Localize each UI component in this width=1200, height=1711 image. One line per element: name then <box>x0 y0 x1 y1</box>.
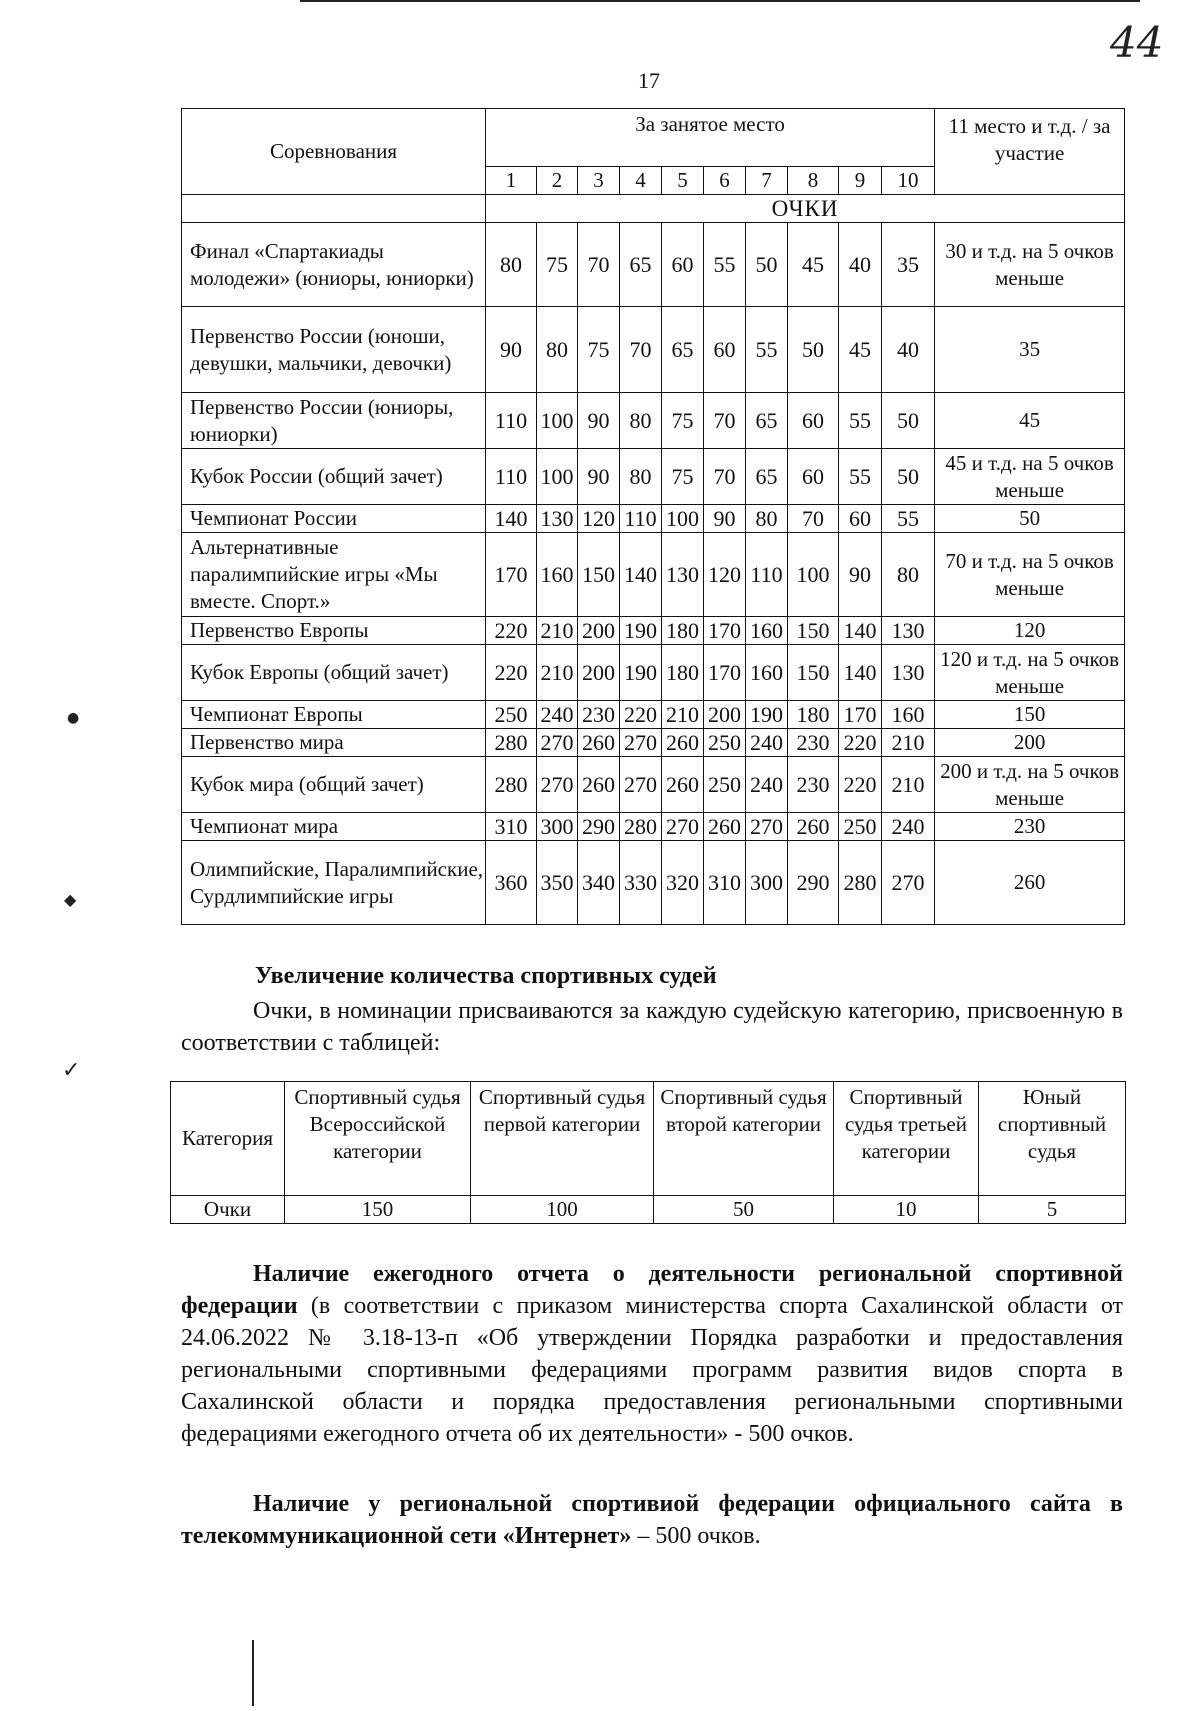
judges-table <box>170 1081 1126 1224</box>
judge-points: 100 <box>471 1196 654 1224</box>
place-header-cell: 8 <box>788 167 839 195</box>
points-cell: 260 <box>578 757 620 813</box>
top-rule <box>300 0 1140 2</box>
place-header-cell: 1 <box>486 167 537 195</box>
points-cell: 70 <box>704 449 746 505</box>
competition-name: Кубок России (общий зачет) <box>182 449 486 505</box>
header-place: За занятое место <box>486 109 935 167</box>
points-cell: 65 <box>746 449 788 505</box>
points-cell: 270 <box>620 729 662 757</box>
points-cell: 210 <box>882 757 935 813</box>
points-cell: 250 <box>839 813 882 841</box>
points-cell: 180 <box>788 701 839 729</box>
points-cell: 110 <box>746 533 788 617</box>
eleventh-place-points: 45 <box>935 393 1125 449</box>
points-cell: 260 <box>662 729 704 757</box>
table-row <box>182 729 1125 757</box>
points-cell: 270 <box>882 841 935 925</box>
points-cell: 80 <box>620 393 662 449</box>
points-label: ОЧКИ <box>486 195 1125 223</box>
points-cell: 250 <box>704 757 746 813</box>
judge-points: 150 <box>285 1196 471 1224</box>
judges-intro: Очки, в номинации присваиваются за каждую судейскую категорию, присвоенную в соответствии с таблицей: <box>181 998 1123 1056</box>
points-cell: 180 <box>662 645 704 701</box>
points-cell: 300 <box>537 813 578 841</box>
eleventh-place-points: 120 <box>935 617 1125 645</box>
eleventh-place-points: 50 <box>935 505 1125 533</box>
points-cell: 90 <box>704 505 746 533</box>
scan-dot: ● <box>67 710 80 726</box>
header-competitions: Соревнования <box>182 109 486 195</box>
points-cell: 160 <box>882 701 935 729</box>
competition-name: Кубок Европы (общий зачет) <box>182 645 486 701</box>
judge-category: Спортивный судья второй категории <box>654 1082 834 1196</box>
points-cell: 190 <box>620 645 662 701</box>
points-cell: 45 <box>839 307 882 393</box>
competition-name: Чемпионат России <box>182 505 486 533</box>
points-cell: 75 <box>578 307 620 393</box>
points-cell: 70 <box>704 393 746 449</box>
points-cell: 260 <box>662 757 704 813</box>
points-cell: 320 <box>662 841 704 925</box>
scan-tick: ✓ <box>62 1058 81 1083</box>
points-cell: 230 <box>788 729 839 757</box>
report-paragraph <box>181 1258 1123 1450</box>
points-cell: 100 <box>537 449 578 505</box>
report-bold: Наличие ежегодного отчета о деятельности региональной спортивной федерации <box>181 1261 1123 1319</box>
points-cell: 280 <box>486 757 537 813</box>
table-row <box>182 307 1125 393</box>
points-cell: 250 <box>486 701 537 729</box>
points-cell: 180 <box>662 617 704 645</box>
competition-name: Чемпионат мира <box>182 813 486 841</box>
points-cell: 150 <box>788 645 839 701</box>
points-cell: 100 <box>788 533 839 617</box>
points-cell: 360 <box>486 841 537 925</box>
points-cell: 55 <box>839 393 882 449</box>
points-cell: 260 <box>788 813 839 841</box>
points-cell: 75 <box>537 223 578 307</box>
points-cell: 210 <box>662 701 704 729</box>
points-cell: 310 <box>486 813 537 841</box>
place-header-cell: 3 <box>578 167 620 195</box>
points-cell: 50 <box>882 449 935 505</box>
points-cell: 90 <box>578 449 620 505</box>
points-cell: 260 <box>704 813 746 841</box>
points-cell: 60 <box>788 449 839 505</box>
website-text: – 500 очков. <box>631 1523 761 1549</box>
points-cell: 80 <box>537 307 578 393</box>
points-cell: 80 <box>746 505 788 533</box>
competition-name: Финал «Спартакиады молодежи» (юниоры, юниорки) <box>182 223 486 307</box>
website-bold: Наличие у региональной спортивиой федерации официального сайта в телекоммуникационной сети «Интернет» <box>181 1491 1123 1549</box>
points-cell: 70 <box>620 307 662 393</box>
points-cell: 80 <box>620 449 662 505</box>
points-cell: 50 <box>882 393 935 449</box>
points-cell: 280 <box>620 813 662 841</box>
points-cell: 70 <box>578 223 620 307</box>
judge-category: Спортивный судья Всероссийской категории <box>285 1082 471 1196</box>
competition-name: Альтернативные паралимпийские игры «Мы вместе. Спорт.» <box>182 533 486 617</box>
points-cell: 80 <box>486 223 537 307</box>
points-cell: 35 <box>882 223 935 307</box>
points-cell: 300 <box>746 841 788 925</box>
eleventh-place-points: 45 и т.д. на 5 очков меньше <box>935 449 1125 505</box>
points-cell: 210 <box>537 645 578 701</box>
points-cell: 170 <box>486 533 537 617</box>
judges-row-points: Очки <box>171 1196 285 1224</box>
points-cell: 80 <box>882 533 935 617</box>
points-cell: 150 <box>788 617 839 645</box>
judge-points: 5 <box>979 1196 1126 1224</box>
table-row <box>182 645 1125 701</box>
points-cell: 220 <box>486 645 537 701</box>
judge-points: 50 <box>654 1196 834 1224</box>
report-text: (в соответствии с приказом министерства спорта Сахалинской области от 24.06.2022 № 3.18-13-п «Об утверждении Порядка разработки и предоставления региональными спортивными федерациями программ развития видов спорта в Сахалинской области и порядка предоставления региональными спортивными федерациями ежегодного отчета об их деятельности» - 500 очков. <box>181 1293 1123 1447</box>
points-cell: 260 <box>578 729 620 757</box>
points-cell: 60 <box>788 393 839 449</box>
points-cell: 120 <box>704 533 746 617</box>
points-cell: 270 <box>537 729 578 757</box>
points-cell: 55 <box>746 307 788 393</box>
judge-points: 10 <box>834 1196 979 1224</box>
points-cell: 140 <box>486 505 537 533</box>
points-cell: 210 <box>882 729 935 757</box>
eleventh-place-points: 35 <box>935 307 1125 393</box>
table-row <box>182 701 1125 729</box>
points-cell: 75 <box>662 393 704 449</box>
points-cell: 60 <box>704 307 746 393</box>
points-cell: 50 <box>788 307 839 393</box>
points-cell: 110 <box>486 449 537 505</box>
eleventh-place-points: 200 <box>935 729 1125 757</box>
points-cell: 240 <box>746 729 788 757</box>
judges-heading: Увеличение количества спортивных судей <box>255 963 717 989</box>
points-cell: 230 <box>578 701 620 729</box>
place-header-cell: 6 <box>704 167 746 195</box>
points-cell: 220 <box>486 617 537 645</box>
points-cell: 280 <box>839 841 882 925</box>
competition-name: Первенство России (юниоры, юниорки) <box>182 393 486 449</box>
points-cell: 220 <box>839 729 882 757</box>
points-cell: 240 <box>746 757 788 813</box>
competition-name: Олимпийские, Паралимпийские, Сурдлимпийские игры <box>182 841 486 925</box>
eleventh-place-points: 150 <box>935 701 1125 729</box>
points-cell: 110 <box>486 393 537 449</box>
points-cell: 220 <box>620 701 662 729</box>
table-row <box>182 757 1125 813</box>
points-cell: 70 <box>788 505 839 533</box>
scan-arrow: ◆ <box>64 890 77 909</box>
points-cell: 100 <box>537 393 578 449</box>
judge-category: Спортивный судья первой категории <box>471 1082 654 1196</box>
competition-name: Первенство России (юноши, девушки, мальчики, девочки) <box>182 307 486 393</box>
points-cell: 200 <box>704 701 746 729</box>
points-cell: 130 <box>882 645 935 701</box>
table-row <box>182 617 1125 645</box>
eleventh-place-points: 70 и т.д. на 5 очков меньше <box>935 533 1125 617</box>
points-cell: 350 <box>537 841 578 925</box>
points-cell: 190 <box>746 701 788 729</box>
points-cell: 55 <box>882 505 935 533</box>
points-cell: 140 <box>620 533 662 617</box>
competition-name: Первенство Европы <box>182 617 486 645</box>
table-row <box>182 505 1125 533</box>
points-cell: 100 <box>662 505 704 533</box>
points-cell: 230 <box>788 757 839 813</box>
competition-name: Первенство мира <box>182 729 486 757</box>
place-header-cell: 2 <box>537 167 578 195</box>
points-cell: 55 <box>839 449 882 505</box>
points-cell: 240 <box>537 701 578 729</box>
table-row <box>182 449 1125 505</box>
points-cell: 110 <box>620 505 662 533</box>
points-cell: 65 <box>662 307 704 393</box>
points-cell: 170 <box>704 645 746 701</box>
points-cell: 140 <box>839 617 882 645</box>
points-cell: 170 <box>839 701 882 729</box>
points-cell: 290 <box>788 841 839 925</box>
points-cell: 130 <box>537 505 578 533</box>
points-cell: 160 <box>746 617 788 645</box>
points-cell: 120 <box>578 505 620 533</box>
header-eleventh-place: 11 место и т.д. / за участие <box>935 109 1125 195</box>
eleventh-place-points: 200 и т.д. на 5 очков меньше <box>935 757 1125 813</box>
points-cell: 190 <box>620 617 662 645</box>
points-cell: 170 <box>704 617 746 645</box>
points-cell: 160 <box>746 645 788 701</box>
website-paragraph <box>181 1488 1123 1552</box>
competition-points-table <box>181 108 1125 925</box>
place-header-cell: 5 <box>662 167 704 195</box>
points-cell: 40 <box>882 307 935 393</box>
points-label-empty <box>182 195 486 223</box>
points-cell: 65 <box>746 393 788 449</box>
points-cell: 65 <box>620 223 662 307</box>
competition-name: Кубок мира (общий зачет) <box>182 757 486 813</box>
scan-line <box>252 1640 254 1706</box>
points-cell: 330 <box>620 841 662 925</box>
table-row <box>182 841 1125 925</box>
eleventh-place-points: 230 <box>935 813 1125 841</box>
points-cell: 90 <box>486 307 537 393</box>
points-cell: 50 <box>746 223 788 307</box>
place-header-cell: 10 <box>882 167 935 195</box>
points-cell: 290 <box>578 813 620 841</box>
points-cell: 200 <box>578 645 620 701</box>
points-cell: 140 <box>839 645 882 701</box>
points-cell: 210 <box>537 617 578 645</box>
place-header-cell: 9 <box>839 167 882 195</box>
points-cell: 45 <box>788 223 839 307</box>
page-number: 17 <box>638 68 660 93</box>
points-cell: 270 <box>537 757 578 813</box>
table-row <box>182 813 1125 841</box>
judge-category: Спортивный судья третьей категории <box>834 1082 979 1196</box>
eleventh-place-points: 120 и т.д. на 5 очков меньше <box>935 645 1125 701</box>
points-cell: 220 <box>839 757 882 813</box>
points-cell: 270 <box>746 813 788 841</box>
points-cell: 240 <box>882 813 935 841</box>
points-cell: 130 <box>662 533 704 617</box>
points-cell: 90 <box>839 533 882 617</box>
points-cell: 280 <box>486 729 537 757</box>
points-cell: 160 <box>537 533 578 617</box>
eleventh-place-points: 30 и т.д. на 5 очков меньше <box>935 223 1125 307</box>
points-cell: 90 <box>578 393 620 449</box>
eleventh-place-points: 260 <box>935 841 1125 925</box>
points-cell: 130 <box>882 617 935 645</box>
judges-row-header: Категория <box>171 1082 285 1196</box>
sheet-number: 44 <box>1110 18 1164 67</box>
points-cell: 270 <box>620 757 662 813</box>
points-cell: 270 <box>662 813 704 841</box>
points-cell: 250 <box>704 729 746 757</box>
place-header-cell: 7 <box>746 167 788 195</box>
place-header-cell: 4 <box>620 167 662 195</box>
table-row <box>182 393 1125 449</box>
points-cell: 60 <box>662 223 704 307</box>
table-row <box>182 533 1125 617</box>
judge-category: Юный спортивный судья <box>979 1082 1126 1196</box>
points-cell: 75 <box>662 449 704 505</box>
points-cell: 55 <box>704 223 746 307</box>
points-cell: 60 <box>839 505 882 533</box>
points-cell: 200 <box>578 617 620 645</box>
points-cell: 40 <box>839 223 882 307</box>
points-cell: 340 <box>578 841 620 925</box>
competition-name: Чемпионат Европы <box>182 701 486 729</box>
points-cell: 310 <box>704 841 746 925</box>
points-cell: 150 <box>578 533 620 617</box>
table-row <box>182 223 1125 307</box>
